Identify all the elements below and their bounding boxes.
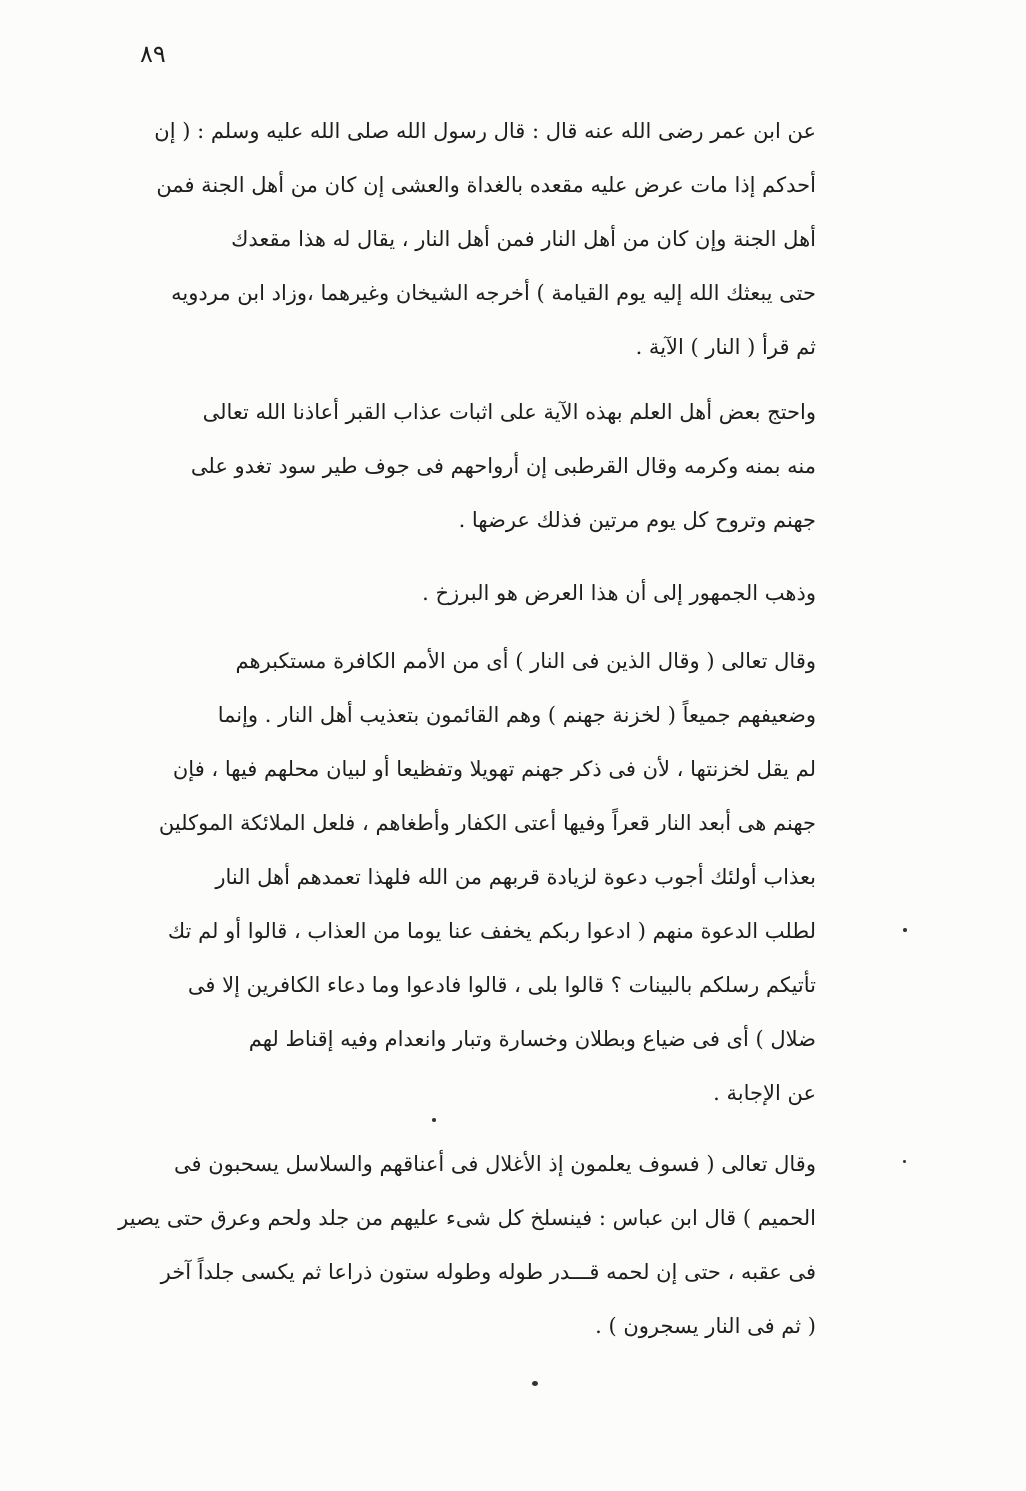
text-line: ( ثم فى النار يسجرون ) . <box>595 1314 816 1338</box>
text-line: حتى يبعثك الله إليه يوم القيامة ) أخرجه الشيخان وغيرهما ،وزاد ابن مردويه <box>171 281 816 305</box>
text-line: وذهب الجمهور إلى أن هذا العرض هو البرزخ . <box>422 581 816 605</box>
text-line: لم يقل لخزنتها ، لأن فى ذكر جهنم تهويلا وتفظيعا أو لبيان محلهم فيها ، فإن <box>172 757 816 781</box>
text-line: عن الإجابة . <box>713 1081 816 1105</box>
text-line: لطلب الدعوة منهم ( ادعوا ربكم يخفف عنا يوما من العذاب ، قالوا أو لم تك <box>167 919 816 943</box>
text-line: ثم قرأ ( النار ) الآية . <box>635 335 816 359</box>
text-line: بعذاب أولئك أجوب دعوة لزيادة قربهم من الله فلهذا تعمدهم أهل النار <box>215 865 816 889</box>
text-line: واحتج بعض أهل العلم بهذه الآية على اثبات عذاب القبر أعاذنا الله تعالى <box>202 400 816 424</box>
scan-speck <box>432 1118 436 1122</box>
text-line: وقال تعالى ( وقال الذين فى النار ) أى من الأمم الكافرة مستكبرهم <box>235 649 816 673</box>
scan-speck <box>903 1160 906 1163</box>
text-line: وضعيفهم جميعاً ( لخزنة جهنم ) وهم القائمون بتعذيب أهل النار . وإنما <box>217 703 816 727</box>
text-line: منه بمنه وكرمه وقال القرطبى إن أرواحهم فى جوف طير سود تغدو على <box>190 454 816 478</box>
text-line: أحدكم إذا مات عرض عليه مقعده بالغداة والعشى إن كان من أهل الجنة فمن <box>156 173 816 197</box>
text-line: ضلال ) أى فى ضياع وبطلان وخسارة وتبار وانعدام وفيه إقناط لهم <box>248 1027 816 1051</box>
paragraph-4 <box>100 634 816 1120</box>
text-line: وقال تعالى ( فسوف يعلمون إذ الأغلال فى أعناقهم والسلاسل يسحبون فى <box>174 1152 816 1176</box>
text-line: الحميم ) قال ابن عباس : فينسلخ كل شىء عليهم من جلد ولحم وعرق حتى يصير <box>118 1206 816 1230</box>
text-line: جهنم وتروح كل يوم مرتين فذلك عرضها . <box>458 508 816 532</box>
scan-speck <box>532 1381 538 1386</box>
page-number: ٨٩ <box>140 40 166 68</box>
scan-speck <box>903 928 907 932</box>
text-line: جهنم هى أبعد النار قعراً وفيها أعتى الكفار وأطغاهم ، فلعل الملائكة الموكلين <box>158 811 816 835</box>
text-line: تأتيكم رسلكم بالبينات ؟ قالوا بلى ، قالوا فادعوا وما دعاء الكافرين إلا فى <box>187 973 816 997</box>
paragraph-5 <box>100 1137 816 1353</box>
paragraph-2 <box>100 385 816 547</box>
text-line: فى عقبه ، حتى إن لحمه قـــدر طوله وطوله ستون ذراعا ثم يكسى جلداً آخر <box>160 1260 816 1284</box>
text-line: أهل الجنة وإن كان من أهل النار فمن أهل النار ، يقال له هذا مقعدك <box>231 227 816 251</box>
paragraph-3 <box>100 566 816 620</box>
text-line: عن ابن عمر رضى الله عنه قال : قال رسول الله صلى الله عليه وسلم : ( إن <box>154 119 816 143</box>
paragraph-1 <box>100 104 816 374</box>
